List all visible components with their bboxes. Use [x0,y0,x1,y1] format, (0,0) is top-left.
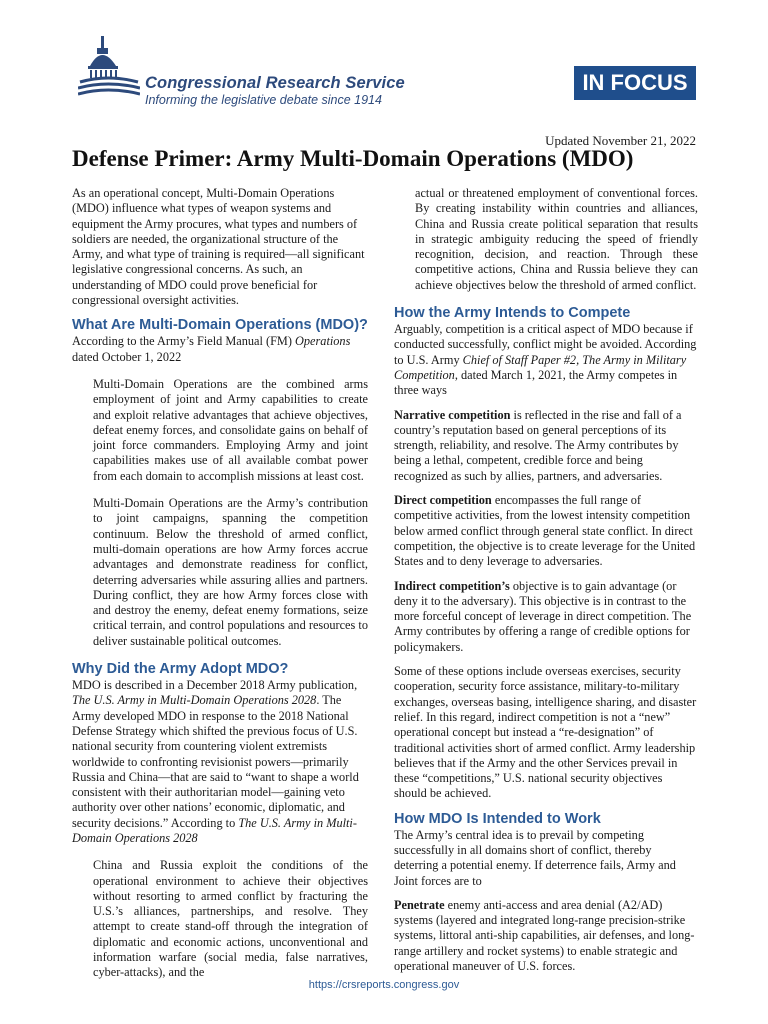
indirect-competition [394,579,698,655]
page-title: Defense Primer: Army Multi-Domain Operations (MDO) [72,146,634,171]
narrative-term: Narrative competition [394,407,511,422]
why-text-2: . The Army developed MDO in response to the 2018 National Defense Strategy which shifted the previous focus of U.S. national security from countering violent extremists worldwide to confronting revisionist powers—primarily Russia and China—that are said to “want to shape a world consistent with their authoritarian model—gaining veto authority over other nations’ economic, diplomatic, and security decisions.” According to [72,693,359,830]
in-focus-badge: IN FOCUS [574,66,696,100]
block-quote-continued: actual or threatened employment of conventional forces. By creating instability within countries and alliances, China and Russia create political separation that results in strategic ambiguity reducing the speed of friendly recognition, decision, and reaction. Through these competitive actions, China and Russia believe they can achieve objectives below the threshold of armed conflict. [415,186,698,292]
left-column [72,186,368,993]
block-quote-china-russia: China and Russia exploit the conditions of the operational environment to achieve their objectives without resorting to armed conflict by fracturing the U.S.’s alliances, partnerships, and resolve. They attempt to create stand-off through the integration of diplomatic and economic actions, unconventional and information warfare (social media, false narratives, cyber-attacks), and the [93,858,368,980]
why-publication-1: The U.S. Army in Multi-Domain Operations 2028 [72,693,317,708]
narrative-competition [394,408,698,484]
right-column [394,186,698,983]
compete-text-2: , dated March 1, 2021, the Army competes in three ways [394,367,678,398]
org-tagline: Informing the legislative debate since 1914 [145,93,382,107]
options-paragraph: Some of these options include overseas exercises, security cooperation, security force assistance, military-to-military exchanges, overseas basing, intelligence sharing, and disaster relief. In this regard, indirect competition is not a “new” operational concept but instead a “re-designation” of traditional activities short of armed conflict. Army leadership believes that if the Army and the other Services prevail in these “competitions,” U.S. national security objectives should be achieved. [394,664,697,801]
intro-paragraph: As an operational concept, Multi-Domain Operations (MDO) influence what types of weapon systems and equipment the Army procures, what types and numbers of soldiers are needed, the organizational structure of the Army, and what type of training is required—all significant legislative congressional concerns. As such, an understanding of MDO could prove beneficial for congressional oversight activities. [72,186,365,308]
why-paragraph [72,678,368,846]
section-heading-how-mdo-works: How MDO Is Intended to Work [394,810,601,827]
central-idea-paragraph: The Army’s central idea is to prevail by competing successfully in all domains short of conflict, thereby deterring a potential enemy. If deterrence fails, Army and Joint forces are to [394,827,676,888]
indirect-term: Indirect competition’s [394,578,510,593]
footer-url-link[interactable]: https://crsreports.congress.gov [308,979,460,991]
page-header [0,0,768,125]
compete-publication: Chief of Staff Paper #2, The Army in Military Competition [394,352,687,382]
capitol-dome-logo-icon [78,32,140,98]
direct-text: encompasses the full range of competitive activities, from the lowest intensity competition below armed conflict through general state conflict. In direct competition, the objective is to create leverage for the United States and to deny leverage to adversaries. [394,493,696,569]
fm-citation [72,334,368,365]
fm-suffix: dated October 1, 2022 [72,349,182,364]
penetrate-paragraph [394,898,698,974]
updated-date: Updated November 21, 2022 [545,133,696,148]
section-heading-what-are-mdo: What Are Multi-Domain Operations (MDO)? [72,317,368,334]
penetrate-term: Penetrate [394,897,445,912]
narrative-text: is reflected in the rise and fall of a country’s reputation based on general perceptions of its strength, reliability, and resolve. The Army contributes by being a lethal, competent, credible force and being recognized as such by allies, partners, and adversaries. [394,407,682,483]
why-publication-2: The U.S. Army in Multi-Domain Operations 2028 [72,815,357,845]
section-heading-why-adopt: Why Did the Army Adopt MDO? [72,661,289,678]
org-name: Congressional Research Service [145,74,405,92]
fm-prefix: According to the Army’s Field Manual (FM) [72,334,296,349]
why-text-1: MDO is described in a December 2018 Army publication, [72,678,358,693]
direct-competition [394,493,698,569]
indirect-text: objective is to gain advantage (or deny it to the adversary). This objective is in contrast to the more forceful concept of leverage in direct competition. The Army contributes by offering a range of credible options for policymakers. [394,578,692,654]
direct-term: Direct competition [394,493,492,508]
fm-title: Operations [295,334,351,349]
penetrate-text: enemy anti-access and area denial (A2/AD) systems (layered and integrated long-range precision-strike systems, littoral anti-ship capabilities, air defenses, and long-range artillery and rocket systems) to enable strategic and operational maneuver of U.S. forces. [394,897,695,974]
section-heading-how-compete: How the Army Intends to Compete [394,305,631,322]
compete-paragraph [394,322,698,398]
block-quote-contribution: Multi-Domain Operations are the Army’s contribution to joint campaigns, spanning the competition continuum. Below the threshold of armed conflict, multi-domain operations are how Army forces accrue advantages and demonstrate readiness for conflict, deterring adversaries while assuring allies and partners. During conflict, they are how Army forces close with and destroy the enemy, defeat enemy formations, seize critical terrain, and control populations and resources to deliver sustainable political outcomes. [93,496,368,648]
page-footer [0,979,768,991]
block-quote-definition: Multi-Domain Operations are the combined arms employment of joint and Army capabilities to create and exploit relative advantages that achieve objectives, defeat enemy forces, and consolidate gains on behalf of joint force commanders. Employing Army and joint capabilities makes use of all available combat power from each domain to accomplish missions at least cost. [93,376,368,483]
compete-text-1: Arguably, competition is a critical aspect of MDO because if conducted successfully, conflict might be avoided. According to U.S. Army [394,322,697,367]
